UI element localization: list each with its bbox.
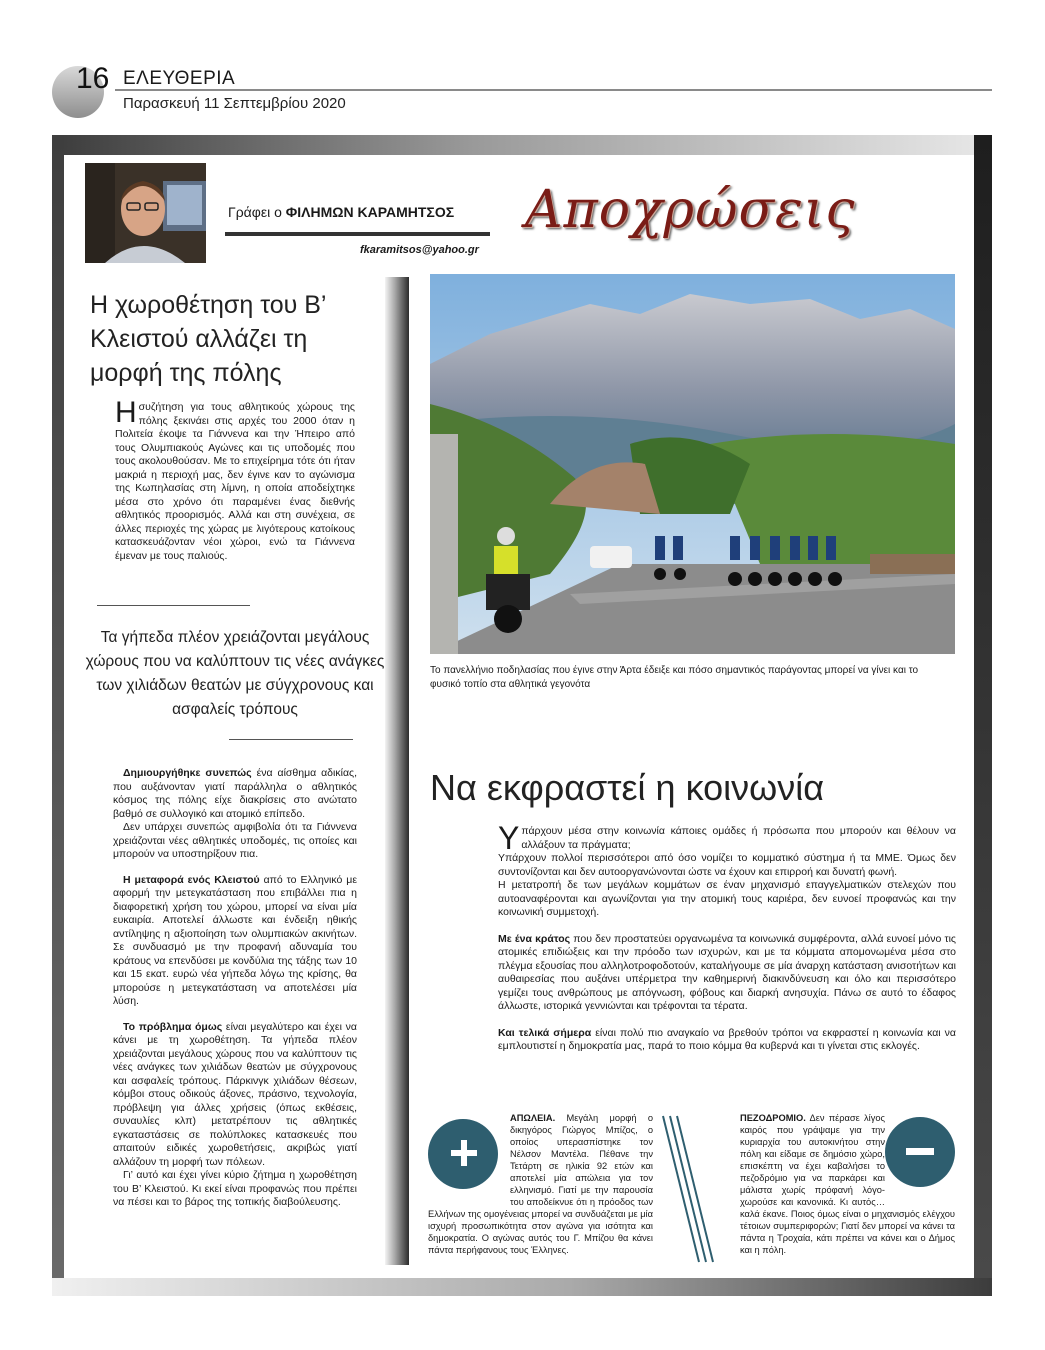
- pull-quote-rule-bottom: [229, 739, 353, 740]
- pull-quote-rule-top: [97, 605, 250, 606]
- author-photo: [85, 163, 206, 263]
- lead-text: συζήτηση για τους αθλητικούς χώρους της πόλης ξεκινάει στις αρχές του 2000 όταν η Πολιτεία έκοψε τα Γιάννενα και την Ήπειρο από τους Ολυμπιακούς Αγώνες και τις υποδομές που τους ακολουθούσαν. Με το επιχείρημα τότε ότι ήταν μακριά η περιοχή μας, δεν έγινε καν το αγώνισμα της Κωπηλασίας στη λίμνη, η οποία αποδείχτηκε μέσα στο χρόνο ότι παραμένει ένας διεθνής αθλητικός προορισμός. Αλλά και στη συνέχεια, σε άλλες περιοχές της χώρας με λιγότερους κατοίκους κατασκευάζονταν νέοι χώροι, ενώ τα Γιάννενα έμεναν με τους παλιούς.: [115, 401, 355, 562]
- box-divider-slash: [655, 1112, 725, 1267]
- main-p3: Η μετατροπή δε των μεγάλων κομμάτων σε έναν μηχανισμό επαγγελματικών στελεχών που αυτοαναφέρονται και αγωνίζονται για την ατομική τους καριέρα, δεν ευνοεί προφανώς και την κοινωνική συμμετοχή.: [498, 879, 956, 918]
- plus-box-bold: ΑΠΩΛΕΙΑ.: [510, 1113, 556, 1123]
- byline-rule: [225, 232, 490, 236]
- author-email[interactable]: fkaramitsos@yahoo.gr: [360, 244, 479, 256]
- plus-box: [428, 1112, 653, 1256]
- main-p4: που δεν προστατεύει οργανωμένα τα κοινωνικά συμφέροντα, αλλά ευνοεί μόνο τις ατομικές επιδιώξεις και την πρόοδο των ισχυρών, και με τα κόμματα απομονωμένα μέσα στο πλέγμα εξουσίας που αλληλοτροφοδοτούν, καταλήγουμε σε μία άναρχη κατάσταση ανισοτήτων και αυθαιρεσίας που αυξάνει υπέρμετρα την καθημερινή διακινδύνευση και όλο και περισσότερο γεμίζει τους ανθρώπους με απόγνωση, φόβους και διαρκή ανησυχία. Πάνω σε αυτό το έδαφος άλλωστε, ιστορικά γεννιώνται και τρέφονται τα τέρατα.: [498, 932, 956, 1012]
- minus-box-text: Δεν πέρασε λίγος καιρός που γράψαμε για την κυριαρχία του αυτοκινήτου στην πόλη και είδαμε σε δημόσιο χώρο, επισκέπτη να έχει καβαλήσει το πεζοδρόμιο για να παρκάρει και μάλιστα χωρίς πρόφανή λόγο- χωρούσε και κανονικά. Κι αυτός… καλά έκανε. Ποιος όμως είναι ο μηχανισμός ελέγχου τέτοιων συμπεριφορών; Γιατί δεν μπορεί να κάνει τα πάντα η Τροχαία, κάτι πρέπει να κάνει και ο Δήμος και η πόλη.: [740, 1113, 955, 1255]
- main-p5: είναι πολύ πιο αναγκαίο να βρεθούν τρόποι να εκφραστεί η κοινωνία και να εμπλουτιστεί η δημοκρατία μας, παρά το ποιο κόμμα θα κυβερνά και τι γίνεται στις εκλογές.: [498, 1026, 957, 1052]
- main-p5-bold: Και τελικά σήμερα: [498, 1026, 592, 1039]
- byline: [228, 204, 454, 220]
- main-p1: πάρχουν μέσα στην κοινωνία κάποιες ομάδες ή πρόσωπα που μπορούν και θέλουν να αλλάξουν τα πράγματα;: [521, 825, 956, 851]
- left-article-body: [113, 767, 357, 1210]
- minus-box: [740, 1112, 955, 1256]
- issue-date: Παρασκευή 11 Σεπτεμβρίου 2020: [123, 95, 346, 112]
- main-article-body: [498, 820, 957, 1054]
- p1b-text: Δεν υπάρχει συνεπώς αμφιβολία ότι τα Γιάννενα χρειάζονται νέες αθλητικές υποδομές, τις οποίες και μπορούν να υποστηρίξουν πια.: [113, 821, 357, 860]
- frame-bottom-bar: [52, 1278, 992, 1296]
- main-article-headline: Να εκφραστεί η κοινωνία: [430, 767, 825, 808]
- p1-text: ένα αίσθημα αδικίας, που αυξάνονταν γιατί παράλληλα ο αθλητικός κόσμος της πόλης είχε διακρίσεις στο ανώτατο βαθμό σε συλλογικό και ατομικό επίπεδο.: [113, 767, 357, 820]
- frame-top-bar: [52, 135, 992, 155]
- main-p2: Υπάρχουν πολλοί περισσότεροι από όσο νομίζει το κομματικό σύστημα ή τα ΜΜΕ. Όμως δεν συντονίζονται και δεν αυτοοργανώνονται ώστε να έχουν και επιρροή και δυνατή φωνή.: [498, 852, 956, 878]
- plus-box-text: Μεγάλη μορφή ο δικηγόρος Γιώργος Μπίζος, ο οποίος υπερασπίστηκε τον Νέλσον Μαντέλα. Πέθανε την Τετάρτη σε ηλικία 92 ετών και αποτελεί μία απώλεια για τον ελληνισμό. Γιατί με την παρουσία του αποδείκνυε ότι η πρόοδος των Ελλήνων της ομογένειας μπορεί να συνδυάζεται με μία ισχυρή προσωπικότητα στον αγώνα για ισότητα και δημοκρατία. Ο αγώνας αυτός του Γ. Μπίζου θα κάνει πάντα περήφανους τους Έλληνες.: [428, 1113, 653, 1255]
- frame-left-bar: [52, 135, 64, 1296]
- header-rule: [115, 89, 992, 91]
- p3-text: είναι μεγαλύτερο και έχει να κάνει με τη χωροθέτηση. Τα γήπεδα πλέον χρειάζονται μεγάλους χώρους που να καλύπτουν τις νέες ανάγκες των χιλιάδων θεατών με σύγχρονους και ασφαλείς τρόπους. Πάρκινγκ χιλιάδων θέσεων, κόμβοι στους οδικούς άξονες, πράσινο, τεχνολογία, πρόβλεψη για άλλες χρήσεις (όπως εκθέσεις, συναυλίες κλπ) μετατρέπουν τις αθλητικές εγκαταστάσεις σε πολύπλοκες κατασκευές που απαιτούν ειδικές χωροθετήσεις, ακριβώς γιατί αλλάζουν τη μορφή των πόλεων.: [113, 1020, 357, 1168]
- main-p4-bold: Με ένα κράτος: [498, 932, 571, 945]
- lead-dropcap: Η: [115, 396, 137, 429]
- p3-bold: Το πρόβλημα όμως: [123, 1020, 223, 1033]
- p1-bold: Δημιουργήθηκε συνεπώς: [123, 767, 252, 779]
- main-dropcap: Υ: [498, 820, 520, 856]
- p2-bold: Η μεταφορά ενός Κλειστού: [123, 873, 260, 886]
- p4-text: Γι’ αυτό και έχει γίνει κύριο ζήτημα η χωροθέτηση του Β’ Κλειστού. Κι εκεί είναι προφανώς που πρέπει να πέσει και το βάρος της τοπικής διαβούλευσης.: [113, 1169, 357, 1208]
- column-separator: [385, 277, 409, 1265]
- newspaper-name: ΕΛΕΥΘΕΡΙΑ: [123, 68, 236, 89]
- column-title-logo: Αποχρώσεις: [525, 180, 856, 240]
- page-number: 16: [76, 62, 110, 95]
- minus-box-bold: ΠΕΖΟΔΡΟΜΙΟ.: [740, 1113, 806, 1123]
- photo-caption: Το πανελλήνιο ποδηλασίας που έγινε στην Άρτα έδειξε και πόσο σημαντικός παράγοντας μπορεί να γίνει και το φυσικό τοπίο στα αθλητικά γεγονότα: [430, 665, 919, 690]
- left-article-lead: [115, 396, 355, 563]
- pull-quote: Τα γήπεδα πλέον χρειάζονται μεγάλους χώρους που να καλύπτουν τις νέες ανάγκες των χιλιάδων θεατών με σύγχρονους και ασφαλείς τρόπους: [85, 629, 385, 718]
- author-name: ΦΙΛΗΜΩΝ ΚΑΡΑΜΗΤΣΟΣ: [285, 204, 455, 220]
- frame-right-bar: [974, 135, 992, 1296]
- left-article-headline: Η χωροθέτηση του Β’ Κλειστού αλλάζει τη μορφή της πόλης: [90, 291, 326, 387]
- p2-text: από το Ελληνικό με αφορμή την μετεγκατάσταση που επιβάλλει πια η διαφορετική χρήση του χώρου, μπορεί να είναι μία ευκαιρία. Αποτελεί άλλωστε και ένδειξη ηθικής αντίληψης η αξιοποίηση των ολυμπιακών ακινήτων. Σε συνδυασμό με την προφανή αδυναμία του κράτους να επενδύσει με κονδύλια της τάξης των 10 και 15 εκατ. ευρώ νέα γήπεδα λόγω της κρίσης, θα μπορούσε η μετεγκατάσταση να αποτελέσει μία λύση.: [113, 873, 358, 1007]
- byline-prefix: Γράφει ο: [228, 204, 282, 220]
- cycling-race-photo: [430, 274, 955, 654]
